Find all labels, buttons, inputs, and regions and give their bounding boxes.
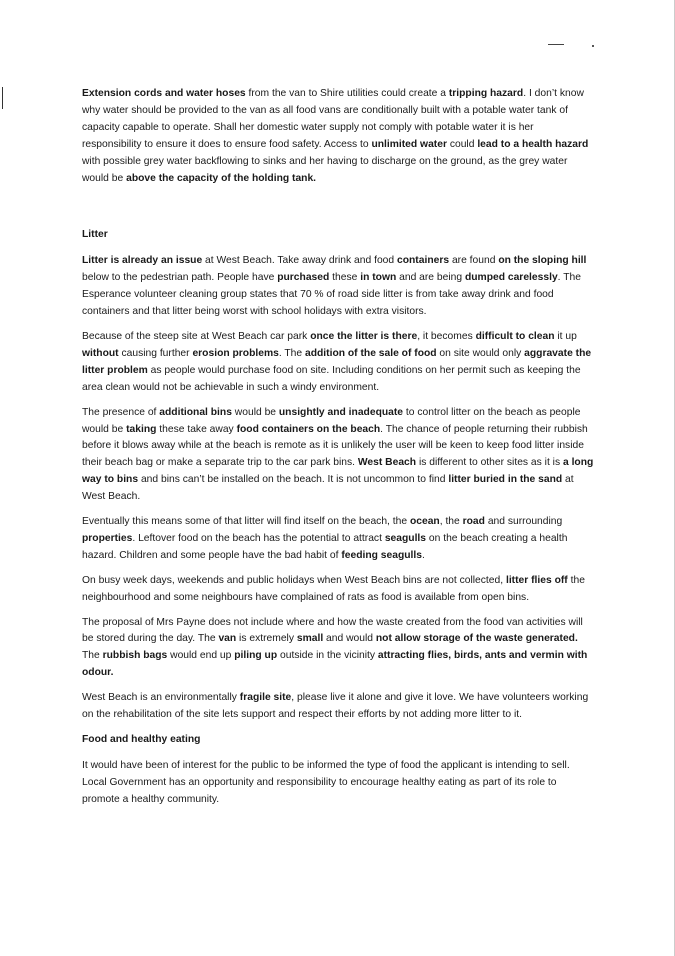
text-run: . The chance of people returning their rubbish before it blows away while at the beach is remote as it is unlikely the user will be keen to keep food litter inside their beach bag or make a separate trip to the car park bins. (82, 423, 588, 469)
bold-text-run: road (462, 516, 485, 528)
text-run: is extremely (236, 633, 297, 645)
scan-mark (2, 87, 3, 109)
bold-text-run: seagulls (384, 532, 427, 544)
text-run: . The Esperance volunteer cleaning group states that 70 % of road side litter is from take away drink and food containers and that litter being worst with school holidays with extra visitors. (82, 272, 581, 318)
text-run: , please live it alone and give it love. We have volunteers working on the rehabilitation of the site lets support and respect their efforts by not adding more litter to it. (82, 692, 589, 721)
text-run: on site would only (436, 347, 525, 359)
text-run: to control litter on the beach as people would be (82, 406, 581, 435)
text-run: . The (278, 347, 305, 359)
paragraph-fragile-site (82, 690, 594, 724)
text-run: would be (231, 406, 279, 418)
text-run: it up (554, 330, 577, 342)
bold-text-run: addition of the sale of food (305, 347, 437, 359)
text-run: and would (323, 633, 376, 645)
bold-text-run: additional bins (159, 406, 232, 418)
text-run: from the van to Shire utilities could create a (245, 88, 449, 99)
text-run: on the beach creating a health hazard. Children and some people have the bad habit of (82, 532, 568, 561)
bold-text-run: without (82, 347, 119, 359)
bold-text-run: once the litter is there (310, 330, 418, 342)
paragraph-steep-site (82, 329, 594, 397)
bold-text-run: Extension cords and water hoses (82, 88, 246, 99)
bold-text-run: Litter is already an issue (82, 255, 203, 267)
bold-text-run: fragile site (239, 692, 292, 704)
text-run: , the (439, 516, 463, 528)
bold-text-run: small (296, 633, 324, 645)
text-run: outside in the vicinity (277, 650, 378, 662)
bold-text-run: unsightly and inadequate (278, 406, 404, 418)
paragraph-waste-storage (82, 615, 594, 683)
bold-text-run: not allow storage of the waste generated. (375, 633, 578, 645)
paragraph-busy-days (82, 573, 594, 607)
text-run: , it becomes (417, 330, 476, 342)
text-run: and surrounding (484, 516, 563, 528)
text-run: . (422, 549, 425, 561)
bold-text-run: erosion problems (192, 347, 279, 359)
heading-food-healthy-eating (82, 732, 594, 749)
bold-text-run: lead to a health hazard (477, 138, 589, 150)
text-run: The proposal of Mrs Payne does not include where and how the waste created from the food van activities will be stored during the day. The (82, 616, 583, 645)
text-run: It would have been of interest for the public to be informed the type of food the applicant is intending to sell. Local Government has an opportunity and responsibility to encourage healthy eating as part of its role to promote a healthy community. (82, 759, 570, 805)
text-run: is different to other sites as it is (416, 457, 563, 469)
text-run: at West Beach. (82, 474, 574, 503)
bold-text-run: West Beach (357, 457, 417, 469)
bold-text-run: dumped carelessly (464, 272, 558, 284)
scan-mark (592, 45, 594, 47)
bold-text-run: above the capacity of the holding tank. (126, 172, 317, 184)
document-body (82, 86, 594, 809)
bold-text-run: feeding seagulls (341, 549, 423, 561)
text-run: West Beach is an environmentally (82, 692, 240, 704)
bold-text-run: Litter (82, 229, 108, 241)
text-run: with possible grey water backflowing to sinks and her having to discharge on the ground, as the grey water would be (82, 155, 568, 184)
text-run: could (446, 138, 478, 150)
bold-text-run: a long way to bins (82, 457, 594, 486)
bold-text-run: unlimited water (371, 138, 447, 150)
bold-text-run: in town (360, 272, 397, 284)
text-run: The presence of (82, 406, 160, 418)
bold-text-run: van (218, 633, 237, 645)
bold-text-run: Food and healthy eating (82, 734, 201, 745)
text-run: the neighbourhood and some neighbours have complained of rats as food is available from open bins. (82, 574, 585, 603)
text-run: would end up (167, 650, 235, 662)
paragraph-food-type (82, 758, 594, 809)
text-run: these take away (156, 423, 237, 435)
bold-text-run: aggravate the litter problem (82, 347, 592, 376)
text-run: and bins can’t be installed on the beach. It is not uncommon to find (138, 474, 449, 486)
text-run: these (329, 272, 361, 284)
text-run: Eventually this means some of that litter will find itself on the beach, the (82, 516, 410, 528)
bold-text-run: purchased (277, 272, 330, 284)
scan-mark (548, 44, 564, 45)
bold-text-run: attracting flies, birds, ants and vermin with odour. (82, 650, 588, 679)
bold-text-run: food containers on the beach (236, 423, 381, 435)
text-run: Because of the steep site at West Beach car park (82, 330, 311, 342)
bold-text-run: properties (82, 532, 133, 544)
text-run: at West Beach. Take away drink and food (202, 255, 397, 267)
bold-text-run: on the sloping hill (498, 255, 587, 267)
text-run: The (82, 650, 103, 662)
text-run: as people would purchase food on site. Including conditions on her permit such as keeping the area clean would not be achievable in such a windy environment. (82, 364, 581, 393)
text-run: below to the pedestrian path. People have (82, 272, 278, 284)
bold-text-run: tripping hazard (448, 88, 524, 99)
text-run: . I don’t know why water should be provided to the van as all food vans are conditionally built with a potable water tank of capacity capable to operate. Shall her domestic water supply not comply with potable water it is her responsibility to ensure it does to ensure food safety. Access to (82, 88, 584, 150)
bold-text-run: piling up (234, 650, 278, 662)
heading-litter (82, 227, 594, 244)
paragraph-extension-cords (82, 86, 594, 187)
bold-text-run: rubbish bags (102, 650, 168, 662)
bold-text-run: litter buried in the sand (448, 474, 563, 486)
bold-text-run: containers (397, 255, 450, 267)
paragraph-eventually (82, 514, 594, 565)
paragraph-litter-issue (82, 253, 594, 321)
text-run: On busy week days, weekends and public holidays when West Beach bins are not collected, (82, 574, 506, 586)
text-run: and are being (396, 272, 465, 284)
text-run: are found (449, 255, 499, 267)
bold-text-run: ocean (409, 516, 440, 528)
bold-text-run: litter flies off (505, 574, 568, 586)
bold-text-run: difficult to clean (475, 330, 555, 342)
paragraph-additional-bins (82, 405, 594, 506)
text-run: causing further (118, 347, 193, 359)
bold-text-run: taking (126, 423, 157, 435)
text-run: . Leftover food on the beach has the potential to attract (132, 532, 385, 544)
